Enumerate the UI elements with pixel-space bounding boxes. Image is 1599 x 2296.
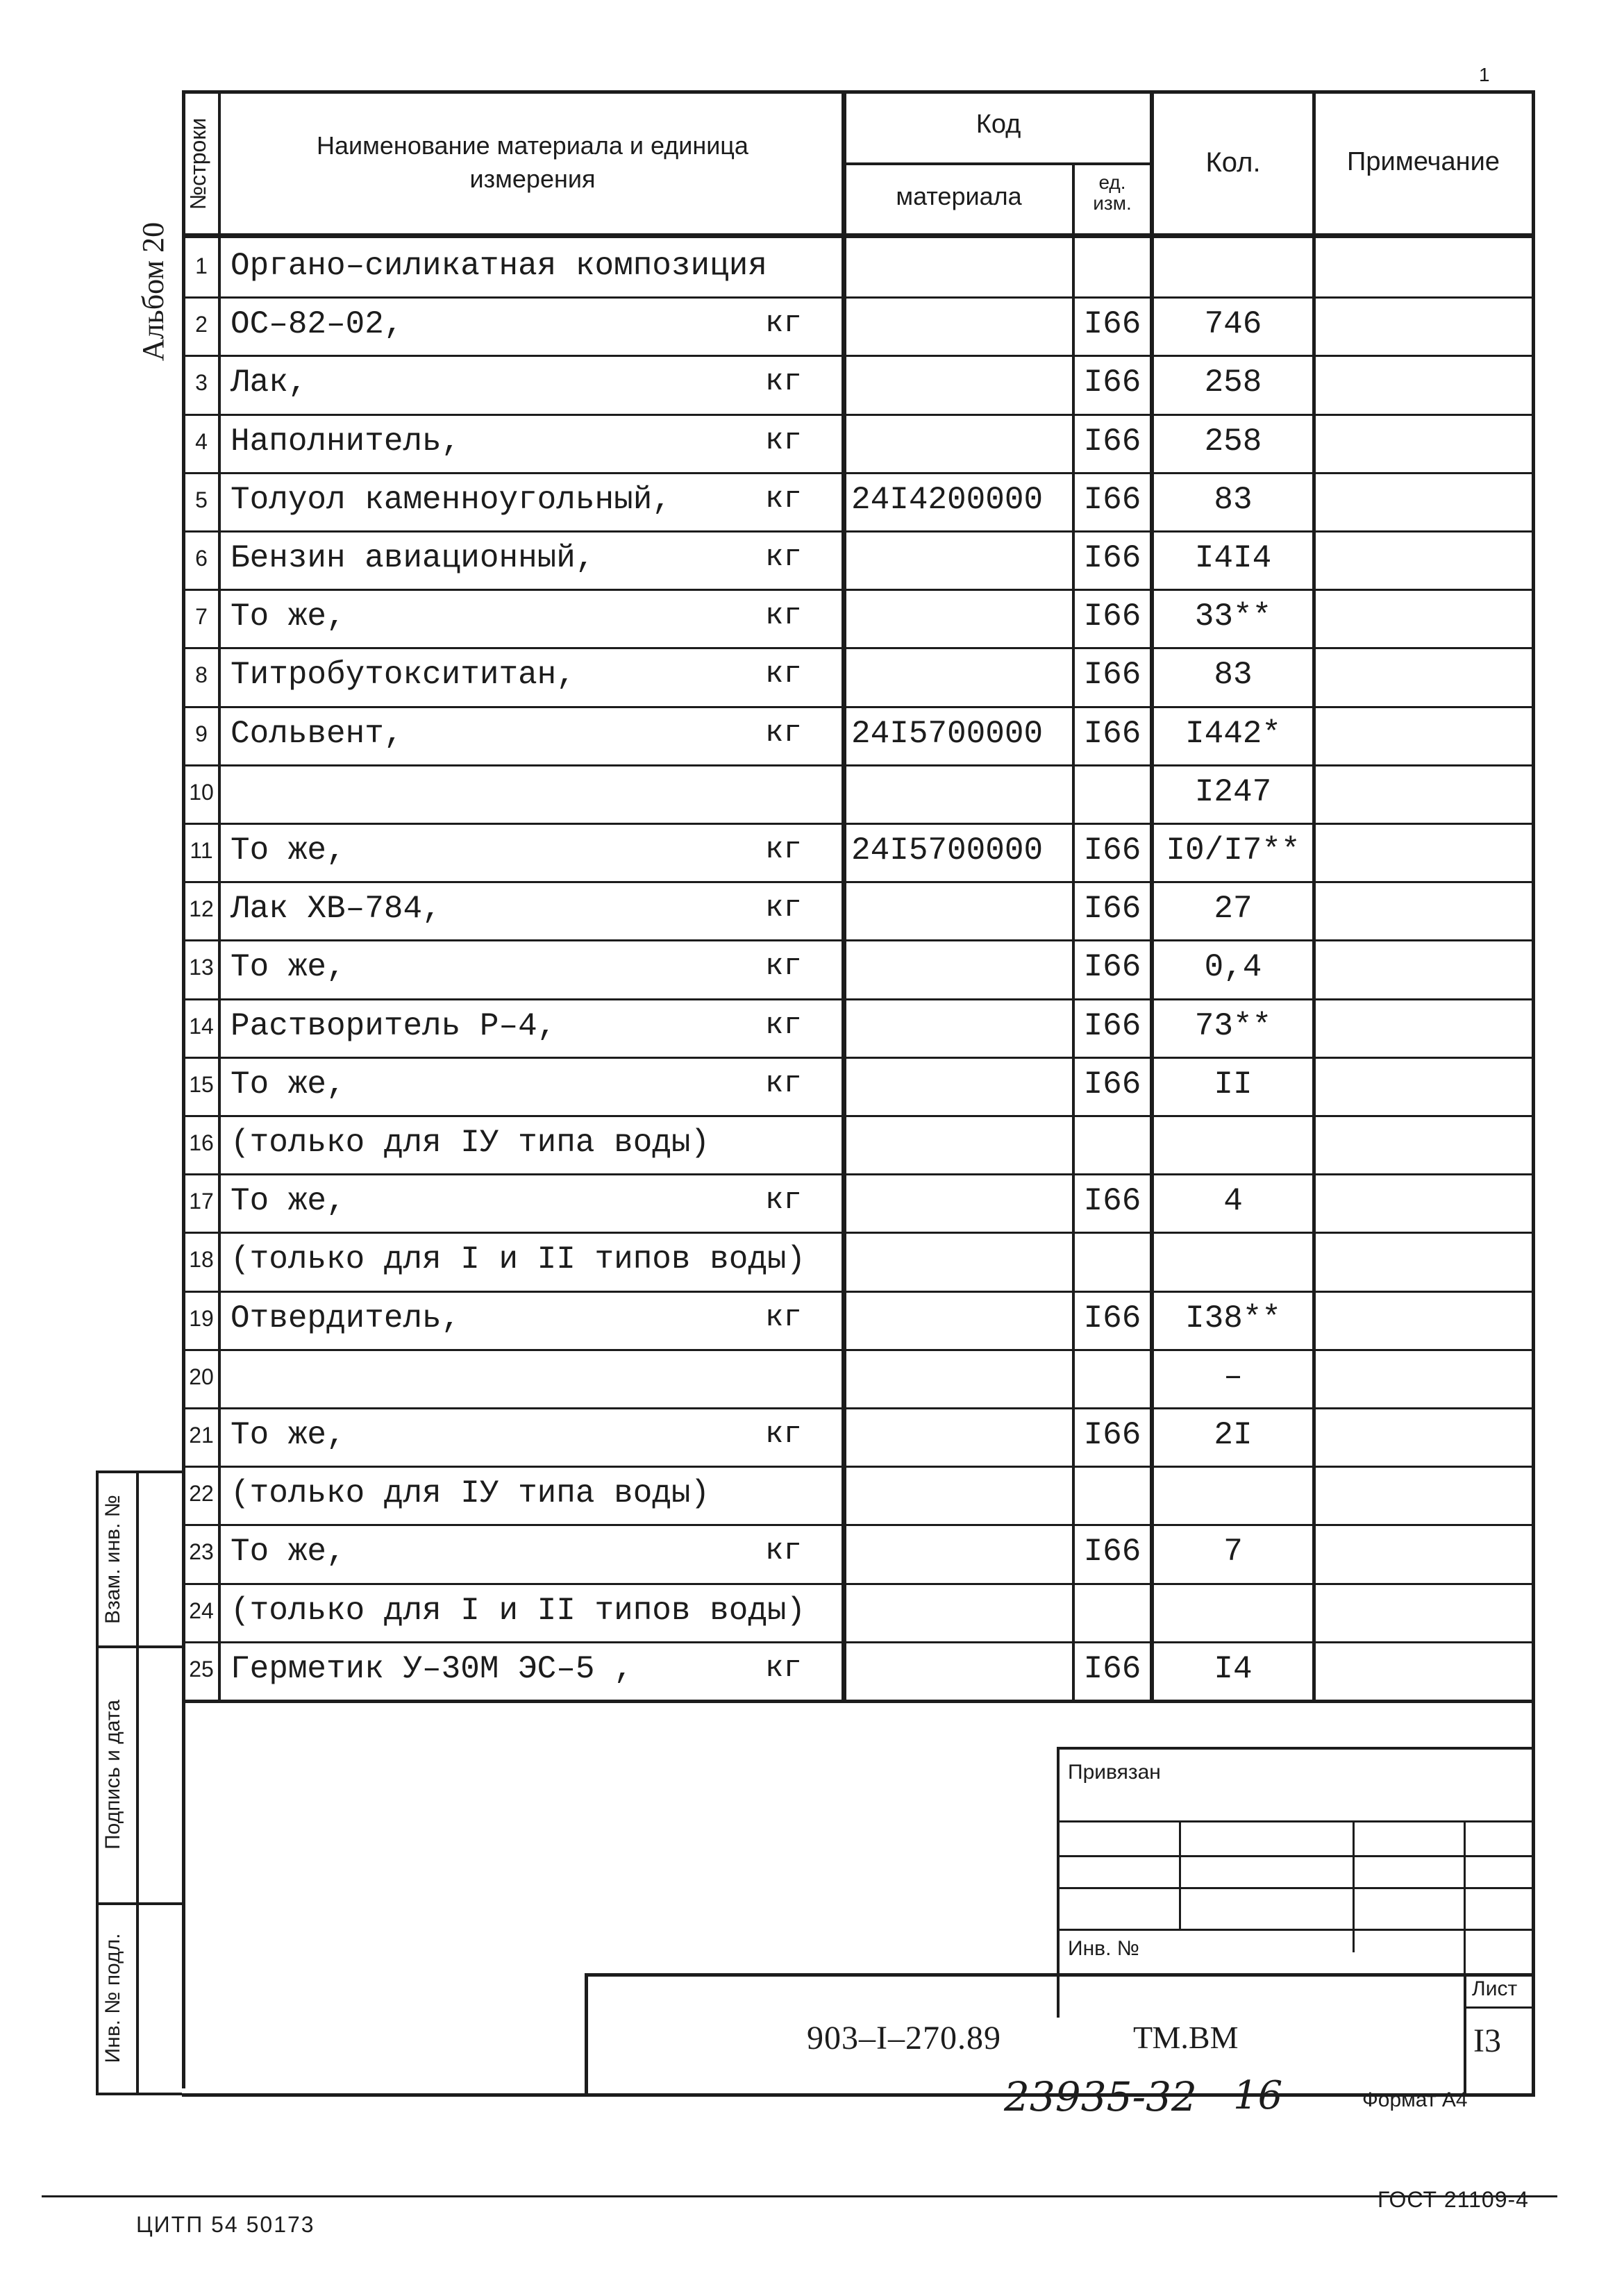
table-row	[182, 530, 1534, 589]
stamp-signature-date: Подпись и дата	[101, 1700, 124, 1850]
unit: кг	[765, 1183, 802, 1218]
material-name: Отвердитель,	[231, 1300, 461, 1336]
unit-code: I66	[1083, 1651, 1141, 1687]
material-name: Лак ХВ–784,	[231, 891, 442, 927]
unit-code: I66	[1083, 306, 1141, 342]
row-number: 25	[189, 1657, 214, 1682]
row-number: 22	[189, 1481, 214, 1506]
row-number: 23	[189, 1539, 214, 1564]
material-name: То же,	[231, 1534, 346, 1570]
header-code-unit: ед. изм.	[1093, 171, 1132, 214]
header-note: Примечание	[1347, 147, 1500, 176]
unit-code: I66	[1083, 657, 1141, 693]
unit-code: I66	[1083, 364, 1141, 401]
handwritten-number: 23935-32	[1004, 2073, 1197, 2120]
unit: кг	[765, 949, 802, 984]
unit-code: I66	[1083, 540, 1141, 576]
row-number: 14	[189, 1014, 214, 1039]
material-name: Титробутоксититан,	[231, 657, 576, 693]
material-name: Органо–силикатная композиция	[231, 248, 767, 284]
stamp-replacement-inv: Взам. инв. №	[101, 1495, 124, 1624]
format-label: Формат А4	[1362, 2088, 1468, 2111]
unit-code: I66	[1083, 891, 1141, 927]
row-number: 3	[195, 370, 208, 395]
row-number: 9	[195, 721, 208, 746]
material-name: (только для I и II типов воды)	[231, 1241, 806, 1277]
row-number: 12	[189, 896, 214, 921]
row-number: 4	[195, 429, 208, 454]
table-row	[182, 1115, 1534, 1173]
quantity: 2I	[1214, 1417, 1253, 1453]
side-stamp-block	[96, 1470, 182, 2095]
unit-code: I66	[1083, 1534, 1141, 1570]
quantity: I0/I7**	[1166, 832, 1300, 869]
row-number: 18	[189, 1247, 214, 1272]
material-name: Растворитель Р–4,	[231, 1008, 557, 1044]
table-row	[182, 238, 1534, 296]
unit-code: I66	[1083, 598, 1141, 635]
table-row	[182, 1524, 1534, 1582]
row-number: 1	[195, 253, 208, 278]
table-row	[182, 1349, 1534, 1407]
quantity: I4I4	[1194, 540, 1272, 576]
row-number: 2	[195, 312, 208, 337]
row-number: 10	[189, 780, 214, 805]
material-name: Наполнитель,	[231, 424, 461, 460]
unit: кг	[765, 540, 802, 575]
row-number: 7	[195, 604, 208, 629]
quantity: I442*	[1184, 716, 1282, 752]
header-code: Код	[976, 110, 1021, 139]
table-row	[182, 939, 1534, 998]
material-code: 24I5700000	[851, 716, 1044, 752]
table-row	[182, 706, 1534, 764]
material-name: То же,	[231, 1183, 346, 1219]
material-name: То же,	[231, 832, 346, 869]
unit-code: I66	[1083, 716, 1141, 752]
footer-divider	[42, 2195, 1557, 2197]
row-number: 16	[189, 1130, 214, 1155]
table-row	[182, 764, 1534, 823]
unit-code: I66	[1083, 1183, 1141, 1219]
material-name: Герметик У–30М ЭС–5 ,	[231, 1651, 633, 1687]
footer-right-code: ГОСТ 21109-4	[1378, 2187, 1529, 2212]
table-row	[182, 881, 1534, 939]
table-row	[182, 1291, 1534, 1349]
unit: кг	[765, 891, 802, 925]
table-row	[182, 1057, 1534, 1115]
unit: кг	[765, 1008, 802, 1043]
unit-code: I66	[1083, 949, 1141, 985]
unit: кг	[765, 424, 802, 458]
quantity: 33**	[1194, 598, 1272, 635]
material-code: 24I4200000	[851, 482, 1044, 518]
sheet-number: I3	[1473, 2022, 1501, 2059]
quantity: 7	[1223, 1534, 1243, 1570]
material-name: То же,	[231, 1417, 346, 1453]
quantity: 258	[1204, 364, 1262, 401]
header-row-number: №строки	[185, 117, 210, 210]
table-row	[182, 355, 1534, 413]
unit: кг	[765, 598, 802, 633]
material-name: Толуол каменноугольный,	[231, 482, 671, 518]
unit: кг	[765, 306, 802, 341]
album-label: Альбом 20	[136, 221, 170, 362]
table-row	[182, 414, 1534, 472]
material-name: (только для IУ типа воды)	[231, 1125, 710, 1161]
table-row	[182, 647, 1534, 705]
table-row	[182, 1407, 1534, 1466]
quantity: 83	[1214, 657, 1253, 693]
unit-code: I66	[1083, 424, 1141, 460]
quantity: I247	[1194, 774, 1272, 810]
row-number: 17	[189, 1189, 214, 1214]
footer-left-code: ЦИТП 54 50173	[136, 2212, 315, 2237]
row-number: 21	[189, 1423, 214, 1448]
quantity: II	[1214, 1066, 1253, 1103]
material-name: То же,	[231, 1066, 346, 1103]
unit: кг	[765, 1300, 802, 1335]
unit-code: I66	[1083, 482, 1141, 518]
unit: кг	[765, 1534, 802, 1568]
document-code: 903–I–270.89	[807, 2020, 1001, 2056]
unit-code: I66	[1083, 1008, 1141, 1044]
inv-no-label: Инв. №	[1068, 1937, 1139, 1960]
quantity: 258	[1204, 424, 1262, 460]
quantity: 4	[1223, 1183, 1243, 1219]
unit: кг	[765, 716, 802, 751]
unit-code: I66	[1083, 1417, 1141, 1453]
unit-code: I66	[1083, 832, 1141, 869]
row-number: 11	[190, 838, 213, 863]
table-row	[182, 1232, 1534, 1290]
header-code-material: материала	[896, 182, 1022, 210]
row-number: 24	[189, 1598, 214, 1623]
unit: кг	[765, 482, 802, 517]
material-name: Бензин авиационный,	[231, 540, 595, 576]
material-name: (только для IУ типа воды)	[231, 1475, 710, 1511]
table-row	[182, 589, 1534, 647]
quantity: 0,4	[1204, 949, 1262, 985]
table-row	[182, 1466, 1534, 1524]
table-row	[182, 823, 1534, 881]
quantity: 27	[1214, 891, 1253, 927]
row-number: 5	[195, 487, 208, 512]
row-number: 15	[189, 1072, 214, 1097]
quantity: I38**	[1184, 1300, 1282, 1336]
material-name: Сольвент,	[231, 716, 403, 752]
table-row	[182, 1641, 1534, 1700]
material-name: То же,	[231, 598, 346, 635]
row-number: 20	[189, 1364, 214, 1389]
bound-label: Привязан	[1068, 1761, 1161, 1784]
material-name: То же,	[231, 949, 346, 985]
unit: кг	[765, 1066, 802, 1101]
quantity: 73**	[1194, 1008, 1272, 1044]
unit: кг	[765, 364, 802, 399]
header-name: Наименование материала и единица измерения	[317, 131, 748, 193]
unit: кг	[765, 657, 802, 692]
material-name: Лак,	[231, 364, 308, 401]
row-number: 6	[195, 546, 208, 571]
quantity: I4	[1214, 1651, 1253, 1687]
table-row	[182, 1173, 1534, 1232]
unit-code: I66	[1083, 1066, 1141, 1103]
sheet-label: Лист	[1472, 1977, 1518, 2000]
unit: кг	[765, 1651, 802, 1686]
material-code: 24I5700000	[851, 832, 1044, 869]
stamp-original-inv: Инв. № подл.	[101, 1933, 124, 2063]
quantity: –	[1223, 1359, 1243, 1395]
document-mark: ТМ.ВМ	[1133, 2020, 1239, 2055]
row-number: 8	[195, 662, 208, 687]
handwritten-page: 16	[1233, 2073, 1283, 2118]
unit-code: I66	[1083, 1300, 1141, 1336]
table-row	[182, 472, 1534, 530]
row-number: 19	[189, 1306, 214, 1331]
material-name: (только для I и II типов воды)	[231, 1593, 806, 1629]
table-row	[182, 1583, 1534, 1641]
material-name: ОС–82–02,	[231, 306, 403, 342]
table-row	[182, 998, 1534, 1057]
header-quantity: Кол.	[1205, 147, 1261, 178]
quantity: 746	[1204, 306, 1262, 342]
title-block	[182, 1701, 1534, 2097]
materials-table	[182, 90, 1534, 1701]
table-row	[182, 296, 1534, 355]
unit: кг	[765, 832, 802, 867]
quantity: 83	[1214, 482, 1253, 518]
row-number: 13	[189, 955, 214, 980]
corner-mark: 1	[1479, 64, 1490, 85]
unit: кг	[765, 1417, 802, 1452]
